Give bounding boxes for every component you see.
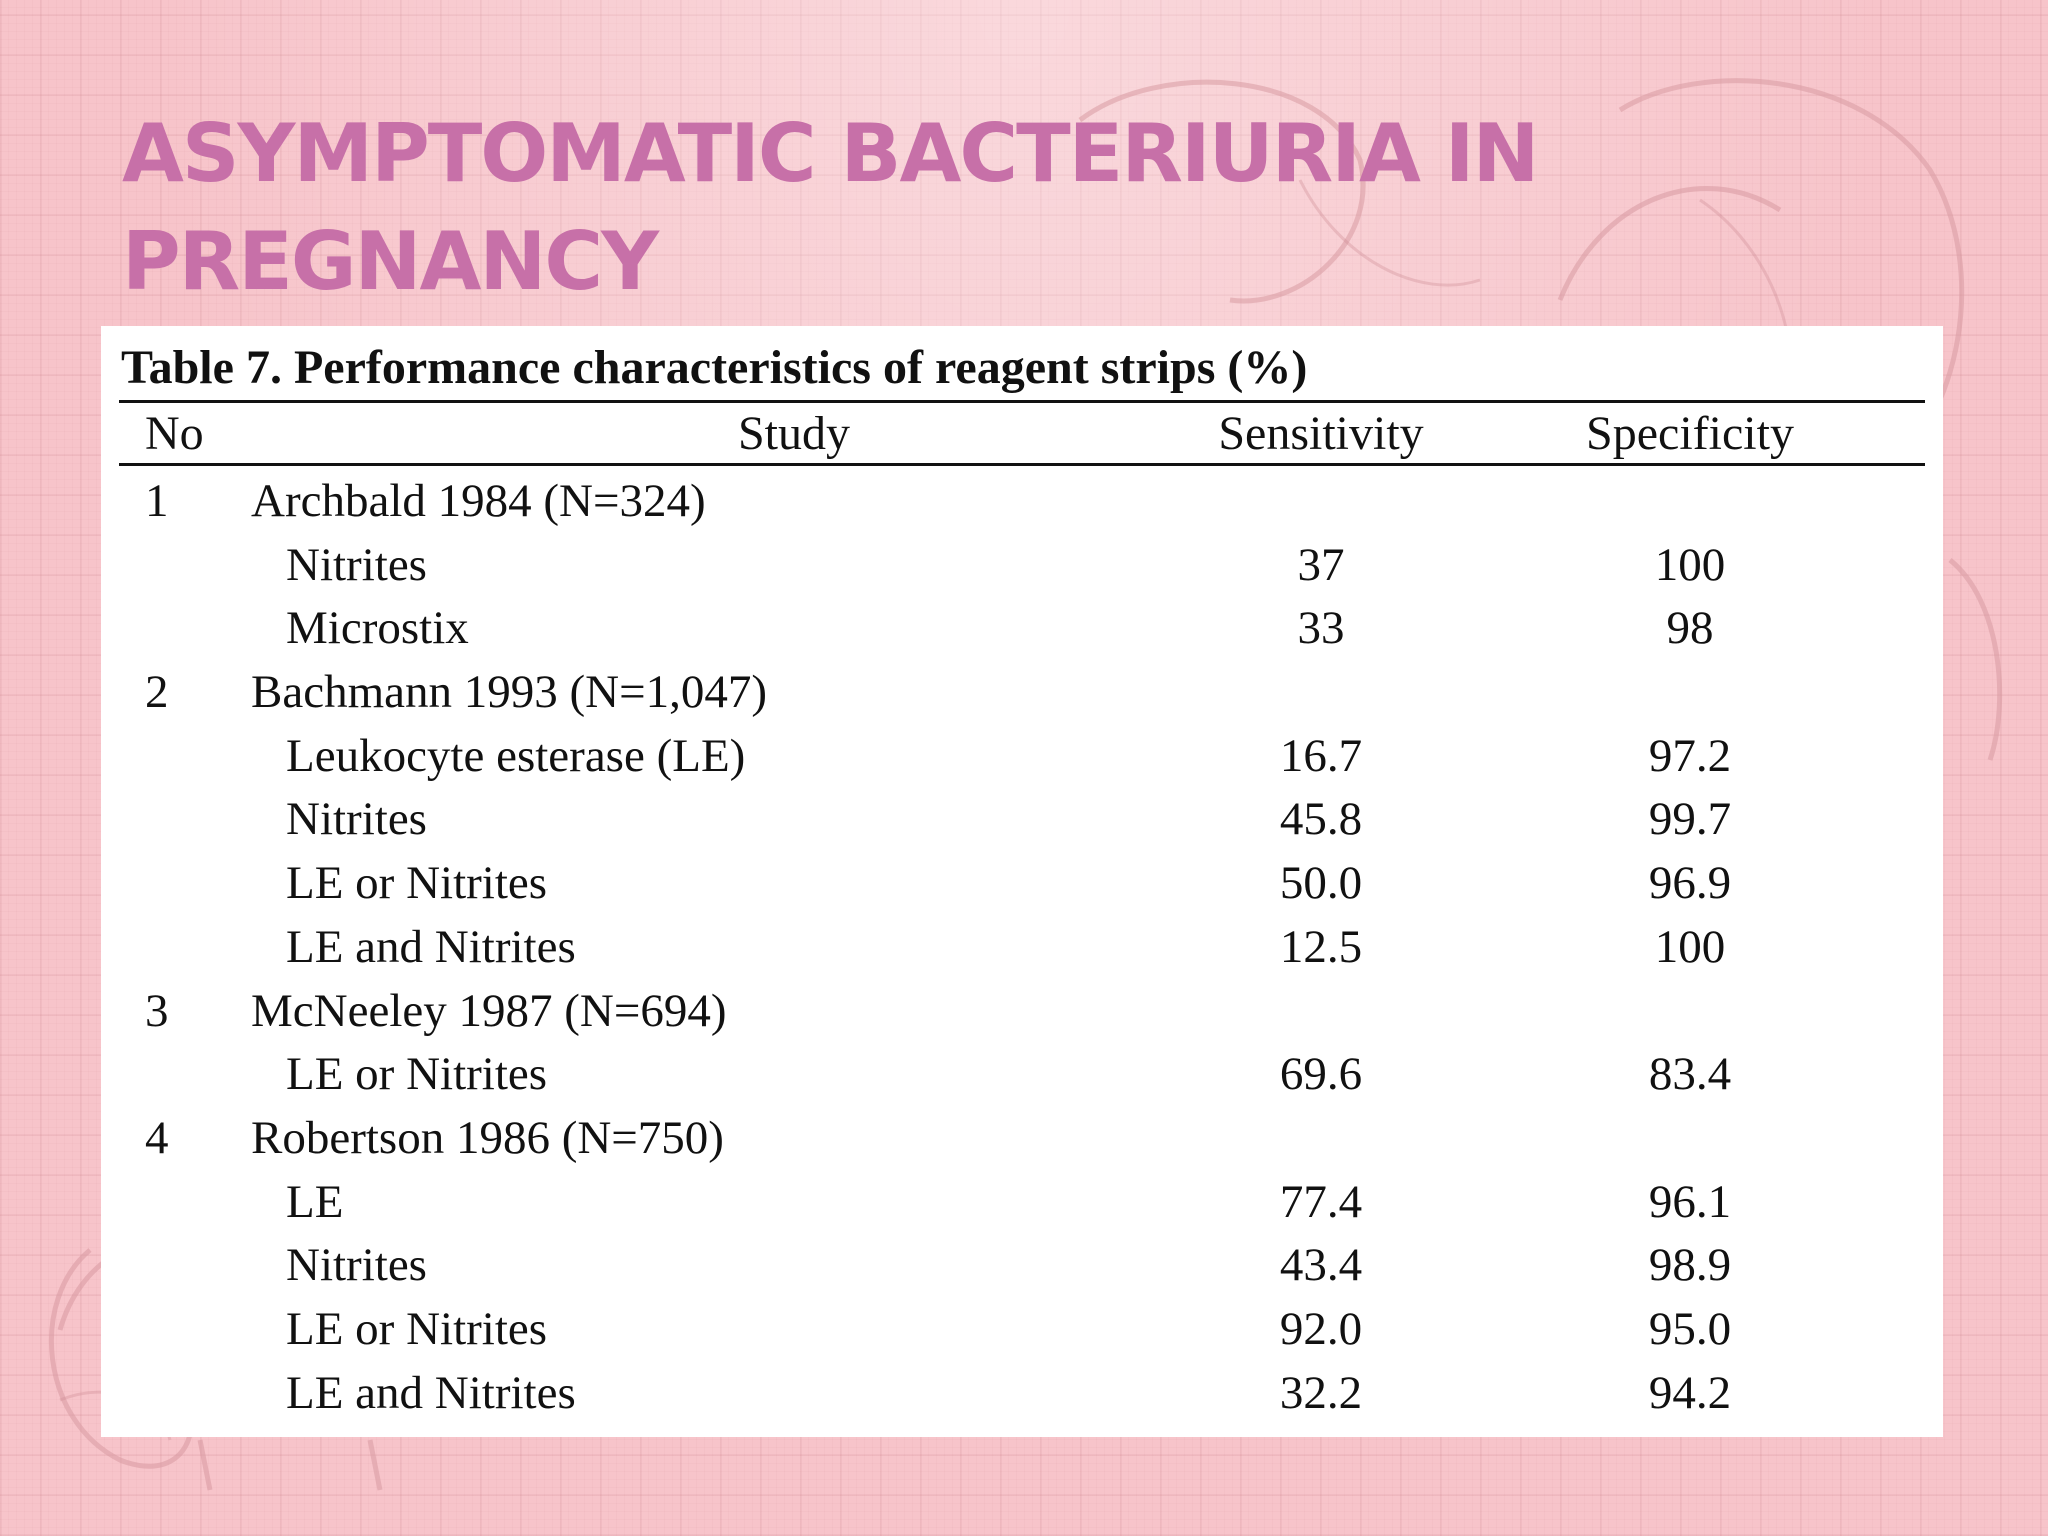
cell-specificity: 100 [1654,538,1726,591]
table-row [101,1234,1943,1298]
table-row [101,1043,1943,1107]
title-line-1: ASYMPTOMATIC BACTERIURIA IN [122,107,1538,200]
table-row [101,1298,1943,1362]
table-row [101,1362,1943,1426]
cell-sensitivity: 50.0 [1279,857,1363,910]
cell-test: Microstix [286,602,469,655]
cell-specificity: 94.2 [1648,1366,1732,1419]
cell-no: 2 [145,666,169,719]
cell-sensitivity: 45.8 [1279,793,1363,846]
header-top-rule [119,400,1925,403]
column-header-study: Study [737,407,851,460]
cell-test: LE [286,1175,344,1228]
cell-no: 3 [145,984,169,1037]
cell-no: 1 [145,475,169,527]
column-header-sensitivity: Sensitivity [1218,407,1424,460]
cell-sensitivity: 33 [1297,602,1345,655]
table-row [101,852,1943,916]
cell-study: McNeeley 1987 (N=694) [251,984,727,1037]
cell-specificity: 98.9 [1648,1239,1732,1292]
table-row [101,1107,1943,1171]
cell-specificity: 95.0 [1648,1302,1732,1355]
header-bottom-rule [119,463,1925,466]
cell-study: Robertson 1986 (N=750) [251,1111,724,1164]
cell-specificity: 96.9 [1648,857,1732,910]
slide-title [122,100,1722,316]
cell-test: LE and Nitrites [286,920,576,973]
cell-sensitivity: 77.4 [1279,1175,1363,1228]
table-caption: Table 7. Performance characteristics of reagent strips (%) [121,341,1308,394]
table-row [101,980,1943,1044]
cell-specificity: 98 [1666,602,1714,655]
table-row [101,534,1943,598]
cell-specificity: 96.1 [1648,1175,1732,1228]
column-header-specificity: Specificity [1586,407,1794,460]
cell-sensitivity: 69.6 [1279,1048,1363,1101]
title-line-2: PREGNANCY [122,215,658,308]
table-panel [101,326,1943,1437]
cell-study: Bachmann 1993 (N=1,047) [251,666,767,719]
cell-sensitivity: 92.0 [1279,1302,1363,1355]
cell-specificity: 100 [1654,920,1726,973]
cell-sensitivity: 37 [1297,538,1345,591]
table-row [101,725,1943,789]
cell-test: Nitrites [286,793,427,846]
cell-study: Archbald 1984 (N=324) [251,475,706,527]
table-row [101,597,1943,661]
cell-sensitivity: 32.2 [1279,1366,1363,1419]
cell-test: LE or Nitrites [286,857,548,910]
table-row [101,1171,1943,1235]
cell-sensitivity: 43.4 [1279,1239,1363,1292]
cell-specificity: 99.7 [1648,793,1732,846]
cell-no: 4 [145,1111,169,1164]
table-body [101,470,1943,1425]
cell-sensitivity: 12.5 [1279,920,1363,973]
column-header-no: No [145,407,204,460]
table-row [101,661,1943,725]
table-row [101,470,1943,534]
table-row [101,916,1943,980]
cell-test: LE and Nitrites [286,1366,576,1419]
cell-test: Leukocyte esterase (LE) [286,729,746,782]
cell-test: LE or Nitrites [286,1302,548,1355]
cell-test: LE or Nitrites [286,1048,548,1101]
cell-test: Nitrites [286,538,427,591]
cell-sensitivity: 16.7 [1279,729,1363,782]
cell-specificity: 83.4 [1648,1048,1732,1101]
cell-test: Nitrites [286,1239,427,1292]
table-row [101,788,1943,852]
cell-specificity: 97.2 [1648,729,1732,782]
